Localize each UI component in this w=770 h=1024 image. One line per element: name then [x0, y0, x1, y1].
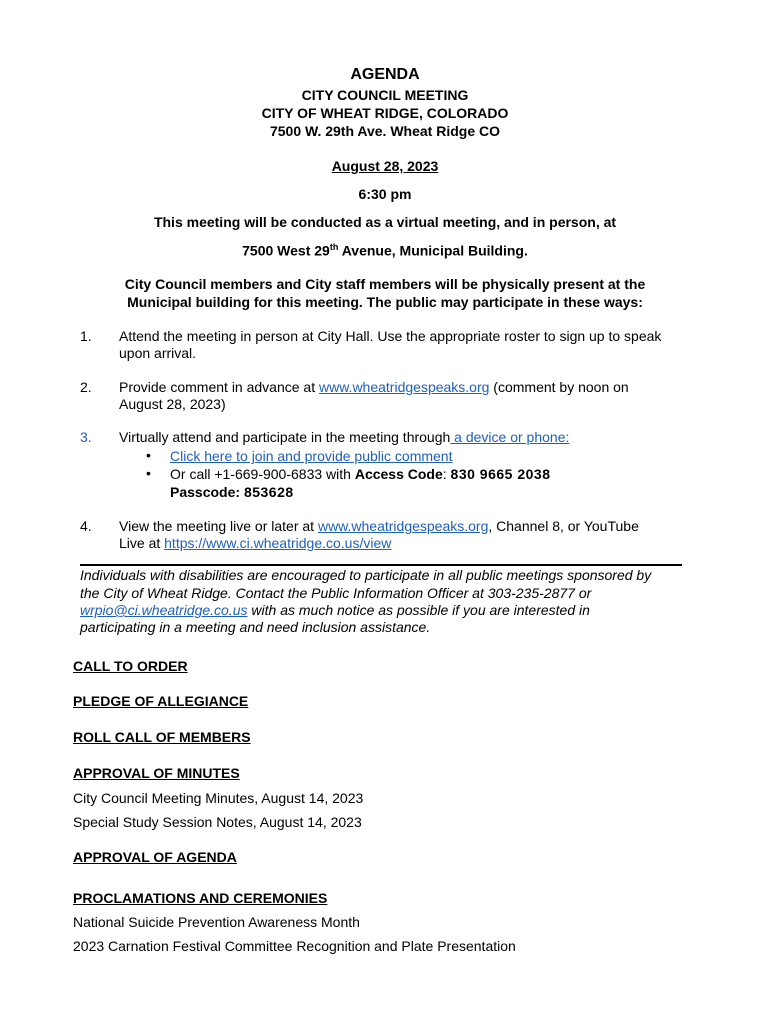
address-pre: 7500 West 29	[242, 242, 330, 259]
accessibility-line2: the City of Wheat Ridge. Contact the Public Information Officer at 303-235-2877 or	[80, 585, 592, 601]
proclamation-item-2: 2023 Carnation Festival Committee Recognition and Plate Presentation	[73, 938, 516, 954]
section-approval-minutes: APPROVAL OF MINUTES	[73, 765, 240, 781]
way-4-text	[119, 518, 639, 534]
minutes-item-1: City Council Meeting Minutes, August 14, 2023	[73, 790, 364, 806]
accessibility-line3	[80, 602, 590, 618]
accessibility-line1: Individuals with disabilities are encouraged to participate in all public meetings sponsored by	[80, 567, 652, 583]
phone-call-info	[170, 466, 550, 482]
address-post: Avenue, Municipal Building.	[338, 242, 528, 259]
city-name: CITY OF WHEAT RIDGE, COLORADO	[261, 105, 509, 121]
way-2-pre: Provide comment in advance at	[119, 379, 319, 395]
way-4-line2-pre: Live at	[119, 535, 165, 551]
way-3-text	[119, 429, 569, 445]
way-3-pre: Virtually attend and participate in the meeting through	[119, 429, 451, 445]
section-proclamations: PROCLAMATIONS AND CEREMONIES	[73, 890, 328, 906]
section-approval-agenda: APPROVAL OF AGENDA	[73, 849, 237, 865]
call-pre: Or call +1-669-900-6833 with	[170, 466, 355, 482]
way-4-text-line2	[119, 535, 391, 551]
virtual-meeting-note: This meeting will be conducted as a virtual meeting, and in person, at	[153, 214, 617, 230]
meeting-name: CITY COUNCIL MEETING	[301, 87, 469, 103]
agenda-title: AGENDA	[350, 66, 420, 83]
presence-note-line1: City Council members and City staff members will be physically present at the	[124, 276, 646, 292]
section-roll-call: ROLL CALL OF MEMBERS	[73, 729, 251, 745]
ci-wheatridge-view-link[interactable]: https://www.ci.wheatridge.co.us/view	[164, 535, 392, 551]
meeting-location	[0, 242, 770, 259]
bullet-dot: •	[146, 447, 151, 463]
device-or-phone-link[interactable]: a device or phone:	[450, 429, 570, 445]
way-2-text	[119, 379, 629, 395]
wheatridgespeaks-link[interactable]: www.wheatridgespeaks.org	[319, 379, 490, 395]
passcode-line	[170, 484, 294, 500]
way-1-number: 1.	[80, 328, 92, 344]
proclamation-item-1: National Suicide Prevention Awareness Month	[73, 914, 360, 930]
way-2-text-line2: August 28, 2023)	[119, 396, 226, 412]
section-pledge: PLEDGE OF ALLEGIANCE	[73, 693, 249, 709]
meeting-time: 6:30 pm	[358, 186, 412, 202]
divider-line	[80, 564, 682, 566]
minutes-item-2: Special Study Session Notes, August 14, 2023	[73, 814, 362, 830]
join-public-comment-link[interactable]: Click here to join and provide public comment	[170, 448, 453, 464]
wrpio-email-link[interactable]: wrpio@ci.wheatridge.co.us	[80, 602, 248, 618]
way-2-number: 2.	[80, 379, 92, 395]
way-4-pre: View the meeting live or later at	[119, 518, 318, 534]
address-sup: th	[329, 242, 339, 252]
access-code-colon: :	[442, 466, 451, 482]
way-2-post: (comment by noon on	[489, 379, 629, 395]
access-code-label: Access Code	[354, 466, 443, 482]
accessibility-line4: participating in a meeting and need inclusion assistance.	[80, 619, 431, 635]
passcode-label: Passcode:	[170, 484, 244, 500]
way-4-number: 4.	[80, 518, 92, 534]
city-address: 7500 W. 29th Ave. Wheat Ridge CO	[269, 123, 501, 139]
accessibility-line3-post: with as much notice as possible if you are interested in	[247, 602, 590, 618]
access-code: 830 9665 2038	[450, 466, 551, 482]
presence-note-line2: Municipal building for this meeting. The public may participate in these ways:	[127, 294, 643, 310]
passcode-value: 853628	[243, 484, 294, 500]
wheatridgespeaks-link-2[interactable]: www.wheatridgespeaks.org	[317, 518, 489, 534]
way-4-post: , Channel 8, or YouTube	[488, 518, 639, 534]
section-call-to-order: CALL TO ORDER	[73, 658, 188, 674]
meeting-date: August 28, 2023	[331, 158, 439, 174]
way-1-text-line2: upon arrival.	[119, 345, 197, 361]
bullet-dot: •	[146, 465, 151, 481]
way-1-text: Attend the meeting in person at City Hall. Use the appropriate roster to sign up to speak	[119, 328, 662, 344]
way-3-number: 3.	[80, 429, 92, 445]
